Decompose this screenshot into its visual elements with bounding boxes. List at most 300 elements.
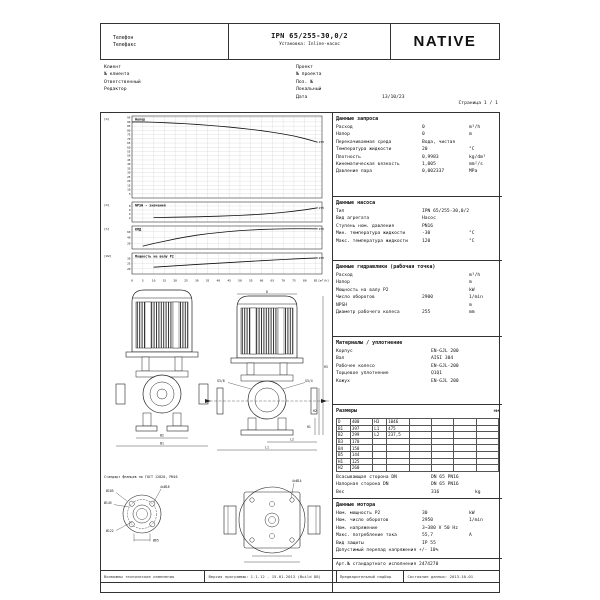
row-value: Вода, чистая [422,139,456,145]
row-value [422,280,469,287]
dimensions-table [336,418,499,472]
hydraulics-rows [336,273,499,317]
dim-cell: 125 [350,458,372,465]
row-label: Корпус [336,349,353,354]
dim-cell: 260 [350,465,372,472]
dim-cell [409,451,431,458]
row-label: Температура жидкости [336,147,392,153]
dim-cell: B5 [337,451,351,458]
dim-cell: 237,5 [387,432,409,439]
dim-cell [409,465,431,472]
row-value [190,72,254,79]
row-unit: kg/dm³ [469,154,486,160]
row-label: Ступень ном. давления [336,223,395,229]
svg-text:45: 45 [227,278,231,283]
svg-text:30: 30 [127,170,131,175]
dim-cell: H3 [373,419,387,426]
row-unit [426,95,456,102]
dim-cell: H1 [337,458,351,465]
svg-text:5: 5 [128,191,131,196]
svg-text:5: 5 [141,278,144,283]
svg-text:КПД: КПД [135,227,142,232]
dim-cell [409,438,431,445]
dim-h2-label: H2 [313,409,317,413]
row-value: EN-GJL-200 [431,363,459,369]
row-value [422,303,469,310]
dim-cell: B2 [337,432,351,439]
title-block [229,24,391,59]
info-block [100,60,500,112]
dim-cell [431,438,453,445]
svg-text:20: 20 [127,266,131,271]
row-unit [426,87,456,94]
row-value: PN16 [422,223,434,229]
dim-l2-label: L2 [290,437,294,442]
flange-standard-note: Стандарт фланцев по ГОСТ 12820, PN16 [104,475,178,479]
pump-curves [102,115,332,285]
base-holes-label: 4xØ14 [292,479,302,483]
data-row [104,65,284,72]
footer [100,570,500,583]
row-label: Рабочее колесо [336,363,375,369]
chart-eff [102,225,330,251]
row-label: Мощность на валу P2 [336,287,389,293]
data-row [336,231,499,238]
row-value: 13/10/23 [382,94,405,100]
row-value [422,273,469,280]
row-unit: m [469,302,472,308]
dim-cell [476,465,498,472]
dimensions-unit: мм [493,409,500,414]
row-unit [469,541,499,548]
dim-cell [387,438,409,445]
row-label: Перекачиваемая среда [336,139,392,145]
dim-cell [454,432,476,439]
data-row [336,548,499,555]
svg-text:0: 0 [131,278,133,283]
dim-cell [454,425,476,432]
row-value: 2950 [422,518,434,524]
row-label: Проект [296,65,313,70]
dim-cell [476,438,498,445]
row-unit [254,80,284,87]
row-unit: m³/h [469,125,481,130]
row-value [422,548,469,555]
brand-logo: NATIVE [413,33,477,50]
data-row [336,349,499,356]
row-unit [426,65,456,72]
row-unit [254,87,284,94]
dim-cell: 400 [350,419,372,426]
row-unit [469,548,499,555]
row-label: Клиент [104,65,121,70]
top-view [224,478,320,562]
dim-cell [373,438,387,445]
article-number: Арт.№ стандартного исполнения 2474270 [336,562,439,568]
data-row [336,147,499,154]
svg-text:50: 50 [127,153,131,158]
dim-l1-label: L1 [265,445,269,450]
svg-text:35: 35 [127,166,131,171]
flange-bore-label: Ø65 [153,538,159,543]
data-panel [333,113,502,592]
dim-b1-label: B1 [160,441,164,446]
row-unit [475,379,499,386]
row-value: 1,005 [422,161,436,167]
row-unit: mm²/s [469,161,483,167]
dim-cell [476,445,498,452]
dim-cell: B4 [337,445,351,452]
row-label: Допустимый перепад напряжения +/- 10% [336,547,439,553]
dim-cell [454,419,476,426]
row-label: Вал [336,356,345,362]
row-label: Вид защиты [336,540,364,546]
main-content [100,112,500,593]
dim-cell [476,432,498,439]
row-unit: 1/min [469,518,483,524]
svg-text:80: 80 [302,278,307,283]
svg-text:55: 55 [127,149,131,154]
flange-detail [104,475,178,543]
dim-cell [431,445,453,452]
row-value [190,80,254,87]
row-unit: MPa [469,169,478,175]
dim-h3-label: H3 [324,365,328,369]
dim-cell [476,451,498,458]
dim-cell [409,432,431,439]
dim-h1-label: H1 [307,425,311,429]
row-value: 0,9983 [422,154,439,160]
row-value: 316 [431,489,440,495]
svg-text:[m³/h]: [m³/h] [318,278,329,283]
dim-cell [373,445,387,452]
svg-text:255: 255 [318,205,325,210]
svg-text:75: 75 [292,278,296,283]
footer-version: Версия программы: 1.1.12 - 15.01.2013 (Build 88) [204,571,335,582]
svg-text:8: 8 [128,204,131,208]
section-hydraulic-data [333,261,502,337]
row-unit: °C [469,147,475,153]
section-title: Размеры [336,408,358,414]
row-value [382,80,426,87]
row-label: Торцевое уплотнение [336,371,389,377]
row-label: Ном. мощность P2 [336,511,381,516]
data-row [336,482,499,489]
svg-text:40: 40 [127,162,131,167]
row-unit: A [469,533,472,539]
row-unit: 1/min [469,295,483,301]
row-label: Поз. № [296,79,313,85]
data-row [336,518,499,525]
data-row [104,80,284,87]
svg-text:NPSH - значения: NPSH - значения [135,203,166,208]
svg-text:70: 70 [281,278,285,283]
row-unit: °C [469,231,475,237]
data-row [336,310,499,317]
footer-file: Предварительный подбор [336,571,404,582]
svg-text:Мощность на валу P2: Мощность на валу P2 [135,254,174,259]
dim-cell: 170 [350,438,372,445]
footer-data-state: Состояние данных: 2013-10-01 [403,571,499,582]
data-row [336,533,499,540]
row-label: Локальный [296,87,322,93]
row-label: Диаметр рабочего колеса [336,309,400,315]
svg-text:65: 65 [270,278,275,283]
row-value: EN-GJL 200 [431,378,459,384]
row-value [382,65,426,72]
row-value: 120 [422,238,431,244]
row-label: Кинематическая вязкость [336,161,400,167]
flange-face-label: Ø122 [106,529,114,533]
svg-text:15: 15 [162,278,167,283]
contact-block [101,24,229,59]
dim-cell [431,458,453,465]
row-value: -30 [422,231,431,237]
dim-cell [454,465,476,472]
svg-text:[m]: [m] [104,203,110,207]
dim-cell: 299 [350,432,372,439]
dim-cell [476,419,498,426]
dim-cell [454,438,476,445]
page-title: IPN 65/255-30,0/2 [271,32,348,40]
section-dimensions [333,405,502,499]
svg-text:65: 65 [127,141,131,146]
svg-text:70: 70 [127,136,131,141]
svg-text:60: 60 [259,278,264,283]
svg-text:255: 255 [318,255,325,260]
row-value [382,72,426,79]
dim-cell: L1 [373,425,387,432]
svg-text:60: 60 [127,145,131,150]
section-title: Данные мотора [336,502,376,508]
row-label: Макс. температура жидкости [336,238,408,244]
svg-text:[kW]: [kW] [104,254,112,258]
row-value: IPN 65/255-30,0/2 [422,209,470,214]
svg-text:25: 25 [127,261,131,266]
fax-label: Телефакс [113,42,137,48]
side-view [205,290,329,450]
svg-text:40: 40 [216,278,221,283]
dim-b2-label: B2 [160,433,164,438]
data-row [104,87,284,94]
chart-npsh [102,201,330,224]
data-row [296,95,456,102]
svg-text:20: 20 [127,179,131,184]
row-unit [426,72,456,79]
section-title: Данные гидравлики (рабочая точка) [336,264,436,270]
svg-text:30: 30 [127,256,131,261]
pump-rows [336,209,499,246]
section-request-data [333,113,502,197]
row-label: Плотность [336,154,361,160]
row-unit [469,216,499,223]
svg-text:25: 25 [184,278,188,283]
row-value: 0 [422,132,425,138]
dim-cell [454,445,476,452]
row-unit [475,364,499,371]
dim-cell: L2 [373,432,387,439]
row-value: 0,002337 [422,169,445,175]
svg-text:45: 45 [127,157,131,162]
data-row [336,216,499,223]
row-value: Насос [422,216,436,222]
row-value: 20 [422,147,428,153]
row-unit: m [469,280,472,286]
data-row [336,280,499,287]
data-row [336,371,499,378]
dim-cell [409,425,431,432]
row-value: 255 [422,309,431,315]
dim-cell [387,451,409,458]
row-value [190,65,254,72]
dim-cell: B3 [337,438,351,445]
svg-text:75: 75 [127,132,131,137]
row-label: Тип [336,209,345,214]
row-value: IP 55 [422,540,436,546]
page-subtitle: Установка: Inline-насос [279,42,340,47]
dim-cell [454,451,476,458]
svg-text:[%]: [%] [104,227,110,231]
row-unit [475,349,499,356]
dim-cell [373,451,387,458]
svg-text:85: 85 [127,124,131,129]
row-label: Всасывающая сторона DN [336,474,397,480]
row-label: Кожух [336,378,350,384]
row-unit [475,356,499,363]
row-unit [254,72,284,79]
dim-cell: D [337,419,351,426]
gauge-port-g34-label: G3/4 [305,379,313,383]
data-row [336,155,499,162]
svg-text:[m]: [m] [104,117,110,121]
data-row [336,125,499,132]
row-label: Дата [296,94,308,100]
row-label: № проекта [296,72,322,78]
row-label: Вес [336,489,345,495]
section-title: Данные насоса [336,200,376,206]
svg-text:25: 25 [127,174,131,179]
data-row [336,356,499,363]
section-title: Материалы / уплотнение [336,340,403,346]
row-label: Макс. потребление тока [336,533,397,539]
dim-cell [409,419,431,426]
data-row [336,273,499,280]
dimensions-rows [336,475,499,497]
row-value: Q1Q1 [431,371,443,377]
row-label: Напор [336,132,350,138]
row-label: Вид агрегата [336,216,370,222]
data-row [104,72,284,79]
svg-text:Напор: Напор [135,117,146,122]
svg-text:95: 95 [127,115,131,120]
dim-cell [409,458,431,465]
section-pump-data [333,197,502,261]
row-label: Напор [336,280,350,286]
data-row [336,379,499,386]
svg-text:255: 255 [318,226,325,231]
dim-cell: 144 [350,451,372,458]
dim-cell [431,451,453,458]
motor-rows [336,511,499,555]
row-unit [475,371,499,378]
dim-cell [431,465,453,472]
row-unit: m [469,132,472,138]
data-row [336,295,499,302]
row-unit: kW [469,511,475,516]
row-value: 30 [422,511,428,516]
dim-cell [387,465,409,472]
dim-cell: 158 [350,445,372,452]
row-label: Число оборотов [336,295,375,301]
row-label: Напорная сторона DN [336,482,389,488]
section-title: Данные запроса [336,116,379,122]
row-label: Расход [336,273,353,278]
row-value: DN 65 PN16 [431,474,459,480]
svg-text:10: 10 [127,187,131,192]
dim-cell [476,458,498,465]
data-row [296,72,456,79]
row-value: 2900 [422,295,434,301]
row-unit: kW [469,287,475,293]
data-row [336,132,499,139]
dim-cell [373,458,387,465]
row-unit: m³/h [469,273,481,278]
dim-cell [431,419,453,426]
dim-cell [431,425,453,432]
row-unit [469,526,499,533]
svg-text:15: 15 [127,183,131,188]
data-row [336,490,499,497]
flange-holes-label: 4xØ18 [160,485,170,489]
dim-cell [373,465,387,472]
svg-text:20: 20 [127,241,131,246]
svg-text:50: 50 [238,278,242,283]
svg-text:30: 30 [194,278,199,283]
row-value: 55,7 [422,533,434,539]
page-number: Страница 1 / 1 [458,101,498,106]
data-row [336,239,499,246]
svg-text:2: 2 [128,216,131,220]
footer-note: Возможны технические изменения [104,574,175,579]
graphics-panel [101,113,333,592]
svg-text:4: 4 [128,212,131,216]
data-row [336,303,499,310]
row-value: AISI 304 [431,356,454,362]
row-unit [469,209,499,216]
dim-cell [409,445,431,452]
svg-text:40: 40 [127,235,131,240]
svg-text:20: 20 [173,278,177,283]
dim-d-label: D [266,290,268,294]
chart-head [102,115,330,200]
gauge-port-g38-label: G3/8 [217,379,225,383]
row-unit [475,475,499,482]
svg-text:255: 255 [318,140,325,145]
dim-cell [476,425,498,432]
row-unit: mm [469,309,475,315]
svg-text:35: 35 [205,278,210,283]
svg-text:55: 55 [248,278,253,283]
row-unit: kg [475,489,481,495]
data-row [296,87,456,94]
row-unit: °C [469,238,475,244]
row-label: Давление пара [336,169,372,175]
pump-drawing [102,286,332,575]
row-label: Ответственный [104,79,141,85]
row-value [382,87,426,94]
phone-label: Телефон [113,36,134,41]
svg-text:6: 6 [128,208,131,212]
